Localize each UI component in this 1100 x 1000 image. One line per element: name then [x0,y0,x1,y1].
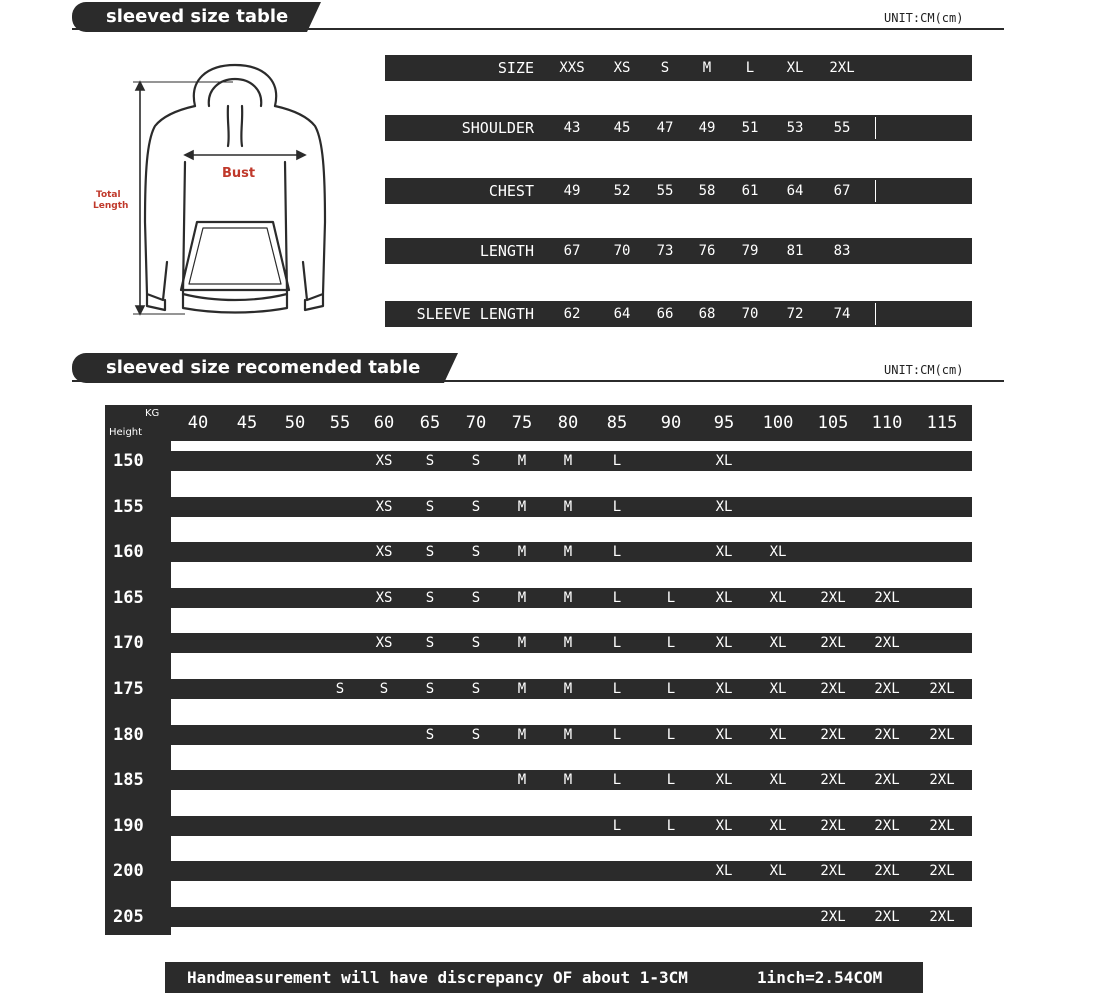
height-column [105,405,171,935]
recommended-size-cell: S [425,453,435,469]
size-cell: 52 [613,183,631,199]
recommended-size-cell: L [666,635,676,652]
recommended-size-cell: M [563,498,573,515]
recommended-size-cell: 2XL [874,681,900,697]
recommended-size-cell: M [563,635,573,652]
recommended-size-cell: M [517,498,527,515]
size-cell: 67 [833,183,851,199]
size-table-unit: UNIT:CM(cm) [884,11,964,25]
height-value: 185 [113,770,144,791]
weight-label: 95 [713,413,735,433]
weight-label: 110 [871,413,903,433]
row-divider [875,303,876,325]
recommended-size-cell: S [425,544,435,561]
recommended-size-cell: S [471,498,481,515]
recommended-size-cell: XL [769,863,787,880]
size-table-row [385,301,972,327]
recommended-size-cell: M [563,589,573,606]
recommended-size-cell: 2XL [820,589,846,606]
recommended-size-cell: 2XL [874,817,900,834]
total-length-label-line1: Total [96,190,121,200]
weight-label: 90 [660,413,682,433]
recommended-size-cell: XL [769,635,787,652]
size-cell: 70 [741,306,759,322]
recommended-size-cell: 2XL [874,909,900,925]
size-cell: 51 [741,120,759,136]
recommended-size-cell: 2XL [929,726,955,743]
weight-label: 100 [762,413,794,433]
recommended-row [105,633,972,653]
recommended-size-cell: 2XL [820,817,846,834]
recommended-size-cell: XL [769,589,787,606]
recommended-size-cell: L [666,726,676,743]
size-cell: 49 [563,183,581,199]
recommended-table-rule [72,380,1004,382]
height-value: 180 [113,724,144,745]
size-cell: L [745,60,755,76]
recommended-size-cell: XL [715,589,733,606]
recommended-size-cell: 2XL [874,635,900,652]
recommended-size-cell: XL [769,681,787,697]
recommended-size-cell: L [612,589,622,606]
recommended-row [105,679,972,699]
row-divider [875,117,876,139]
size-cell: 74 [833,306,851,322]
recommended-size-cell: L [612,817,622,834]
weight-label: 75 [511,413,533,433]
recommended-table [105,405,972,935]
recommended-size-cell: 2XL [929,772,955,789]
recommended-size-cell: L [612,453,622,469]
recommended-size-cell: S [471,589,481,606]
size-cell: 64 [613,306,631,322]
height-value: 165 [113,587,144,608]
measurement-note-bar [165,962,923,993]
recommended-size-cell: 2XL [820,863,846,880]
inch-conversion: 1inch=2.54COM [757,968,883,987]
recommended-size-cell: L [612,498,622,515]
size-table-title: sleeved size table [72,2,307,32]
weight-label: 115 [926,413,958,433]
recommended-size-cell: L [612,544,622,561]
size-cell: 61 [741,183,759,199]
hoodie-diagram [85,62,360,317]
recommended-size-cell: S [425,635,435,652]
recommended-size-cell: 2XL [874,772,900,789]
size-row-label: CHEST [488,182,534,200]
weight-label: 70 [465,413,487,433]
height-value: 150 [113,451,144,471]
recommended-row [105,588,972,608]
recommended-size-cell: M [563,772,573,789]
size-cell: 43 [563,120,581,136]
size-cell: 49 [698,120,716,136]
recommended-size-cell: XL [715,635,733,652]
recommended-table-unit: UNIT:CM(cm) [884,363,964,377]
recommended-size-cell: S [425,726,435,743]
recommended-size-cell: S [425,498,435,515]
recommended-size-cell: 2XL [929,681,955,697]
recommended-size-cell: S [425,681,435,697]
size-cell: 68 [698,306,716,322]
recommended-row [105,725,972,745]
recommended-size-cell: L [612,726,622,743]
size-table-row [385,238,972,264]
recommended-size-cell: L [612,772,622,789]
size-cell: 83 [833,243,851,259]
height-value: 190 [113,815,144,836]
size-cell: 53 [786,120,804,136]
recommended-size-cell: M [563,544,573,561]
size-row-label: LENGTH [479,242,534,260]
weight-label: 105 [817,413,849,433]
size-cell: 62 [563,306,581,322]
size-cell: M [702,60,712,76]
recommended-size-cell: 2XL [874,863,900,880]
recommended-size-cell: L [612,681,622,697]
weight-label: 60 [373,413,395,433]
recommended-size-cell: M [517,589,527,606]
height-label: Height [109,427,143,438]
size-cell: 67 [563,243,581,259]
weight-label: 40 [187,413,209,433]
size-cell: 55 [833,120,851,136]
size-cell: 81 [786,243,804,259]
size-row-label: SHOULDER [461,119,534,137]
recommended-size-cell: S [335,681,345,697]
recommended-size-cell: S [425,589,435,606]
recommended-size-cell: S [471,726,481,743]
height-value: 170 [113,633,144,654]
recommended-size-cell: 2XL [820,726,846,743]
recommended-row [105,770,972,790]
size-table-rule [72,28,1004,30]
recommended-row [105,816,972,836]
size-cell: 55 [656,183,674,199]
size-table-row [385,115,972,141]
discrepancy-note: Handmeasurement will have discrepancy OF about 1-3CM [187,968,688,987]
recommended-size-cell: 2XL [820,681,846,697]
recommended-size-cell: S [379,681,389,697]
recommended-size-cell: XL [715,453,733,469]
recommended-size-cell: XL [769,772,787,789]
recommended-size-cell: S [471,544,481,561]
recommended-size-cell: XS [375,635,393,652]
recommended-size-cell: XL [715,498,733,515]
recommended-size-cell: XL [769,544,787,561]
bust-label: Bust [222,166,256,181]
weight-header-row [105,405,972,441]
recommended-size-cell: M [563,453,573,469]
size-cell: 64 [786,183,804,199]
recommended-size-cell: S [471,635,481,652]
weight-label: 55 [329,413,351,433]
size-cell: 45 [613,120,631,136]
recommended-size-cell: M [517,544,527,561]
recommended-size-cell: L [666,817,676,834]
recommended-size-cell: M [563,726,573,743]
size-cell: 2XL [829,60,855,76]
recommended-size-cell: XL [715,817,733,834]
recommended-size-cell: 2XL [929,817,955,834]
recommended-size-cell: XS [375,453,393,469]
recommended-size-cell: XL [715,544,733,561]
row-divider [875,180,876,202]
height-value: 205 [113,907,144,927]
recommended-size-cell: XS [375,498,393,515]
weight-label: 80 [557,413,579,433]
recommended-size-cell: L [666,772,676,789]
recommended-size-cell: XL [715,726,733,743]
recommended-size-cell: XS [375,589,393,606]
size-cell: 76 [698,243,716,259]
height-value: 175 [113,679,144,699]
recommended-row [105,542,972,562]
size-table-row [385,178,972,204]
size-cell: 72 [786,306,804,322]
recommended-table-title: sleeved size recomended table [72,353,444,383]
size-cell: 79 [741,243,759,259]
height-value: 200 [113,861,144,882]
recommended-size-cell: S [471,681,481,697]
recommended-size-cell: 2XL [820,772,846,789]
height-value: 160 [113,542,144,563]
size-cell: XXS [559,60,585,76]
recommended-size-cell: L [612,635,622,652]
recommended-size-cell: XL [769,817,787,834]
size-cell: 58 [698,183,716,199]
recommended-size-cell: 2XL [820,909,846,925]
size-cell: S [660,60,670,76]
recommended-row [105,451,972,471]
size-cell: XL [786,60,804,76]
recommended-size-cell: 2XL [874,589,900,606]
recommended-size-cell: XL [715,863,733,880]
recommended-size-cell: XS [375,544,393,561]
kg-label: KG [145,408,160,419]
total-length-label-line2: Length [93,201,129,211]
height-value: 155 [113,496,144,517]
recommended-size-cell: M [517,453,527,469]
recommended-size-cell: M [517,772,527,789]
recommended-size-cell: S [471,453,481,469]
recommended-size-cell: M [517,681,527,697]
recommended-size-cell: L [666,681,676,697]
size-table-row [385,55,972,81]
recommended-size-cell: 2XL [929,863,955,880]
size-cell: 70 [613,243,631,259]
recommended-size-cell: M [517,635,527,652]
size-cell: 73 [656,243,674,259]
weight-label: 85 [606,413,628,433]
size-cell: 66 [656,306,674,322]
recommended-size-cell: 2XL [929,909,955,925]
recommended-row [105,497,972,517]
size-cell: XS [613,60,631,76]
weight-label: 45 [236,413,258,433]
size-cell: 47 [656,120,674,136]
recommended-size-cell: L [666,589,676,606]
weight-label: 65 [419,413,441,433]
recommended-size-cell: XL [769,726,787,743]
recommended-size-cell: XL [715,772,733,789]
recommended-size-cell: 2XL [874,726,900,743]
recommended-size-cell: M [517,726,527,743]
size-row-label: SIZE [497,59,534,77]
weight-label: 50 [284,413,306,433]
recommended-size-cell: XL [715,681,733,697]
size-row-label: SLEEVE LENGTH [416,305,534,323]
recommended-size-cell: M [563,681,573,697]
recommended-row [105,907,972,927]
recommended-size-cell: 2XL [820,635,846,652]
recommended-row [105,861,972,881]
